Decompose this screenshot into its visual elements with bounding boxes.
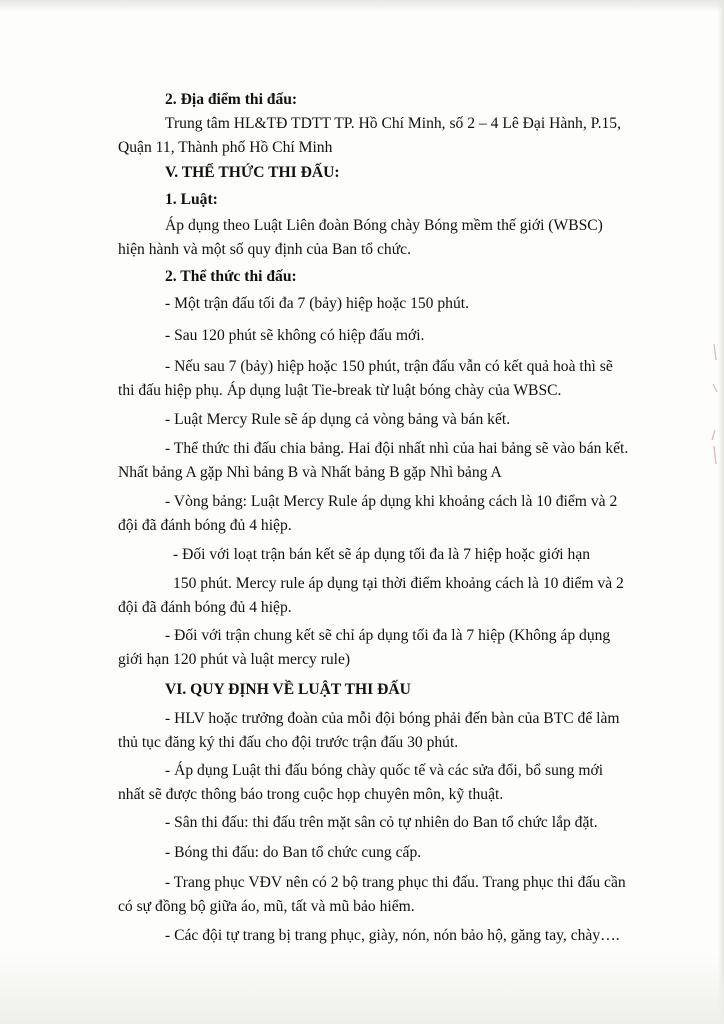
scan-edge-right bbox=[718, 0, 724, 1024]
paragraph-line: - Đối với loạt trận bán kết sẽ áp dụng tối đa là 7 hiệp hoặc giới hạn bbox=[173, 546, 591, 563]
paragraph-line: đội đã đánh bóng đủ 4 hiệp. bbox=[118, 599, 292, 616]
paragraph-line: thi đấu hiệp phụ. Áp dụng luật Tie-break từ luật bóng chày của WBSC. bbox=[118, 382, 562, 399]
paragraph-line: hiện hành và một số quy định của Ban tổ chức. bbox=[118, 241, 411, 258]
paragraph-line: Nhất bảng A gặp Nhì bảng B và Nhất bảng B gặp Nhì bảng A bbox=[118, 464, 502, 481]
paragraph-line: - Trang phục VĐV nên có 2 bộ trang phục thi đấu. Trang phục thi đấu cần bbox=[165, 874, 626, 891]
paragraph-line: Quận 11, Thành phố Hồ Chí Minh bbox=[118, 139, 333, 156]
paragraph-line: - Nếu sau 7 (bảy) hiệp hoặc 150 phút, trận đấu vẫn có kết quả hoà thì sẽ bbox=[165, 358, 613, 375]
paragraph-line: đội đã đánh bóng đủ 4 hiệp. bbox=[118, 517, 292, 534]
paragraph-line: - Luật Mercy Rule sẽ áp dụng cả vòng bảng và bán kết. bbox=[165, 411, 511, 428]
margin-scribble-icon bbox=[708, 340, 722, 470]
paragraph-line: có sự đồng bộ giữa áo, mũ, tất và mũ bảo hiểm. bbox=[118, 898, 415, 915]
section-v-heading: V. THỂ THỨC THI ĐẤU: bbox=[165, 164, 340, 181]
paragraph-line: thủ tục đăng ký thi đấu cho đội trước trận đấu 30 phút. bbox=[118, 734, 459, 751]
paragraph-line: - Sau 120 phút sẽ không có hiệp đấu mới. bbox=[165, 327, 425, 344]
paragraph-line: - Áp dụng Luật thi đấu bóng chày quốc tế và các sửa đổi, bổ sung mới bbox=[165, 762, 604, 779]
location-heading: 2. Địa điểm thi đấu: bbox=[165, 91, 298, 108]
paragraph-line: - Sân thi đấu: thi đấu trên mặt sân cỏ tự nhiên do Ban tổ chức lắp đặt. bbox=[165, 814, 598, 831]
paragraph-line: Trung tâm HL&TĐ TDTT TP. Hồ Chí Minh, số 2 – 4 Lê Đại Hành, P.15, bbox=[165, 115, 621, 132]
paragraph-line: 150 phút. Mercy rule áp dụng tại thời điểm khoảng cách là 10 điểm và 2 bbox=[173, 575, 624, 592]
paragraph-line: - Vòng bảng: Luật Mercy Rule áp dụng khi khoảng cách là 10 điểm và 2 bbox=[165, 493, 618, 510]
paragraph-line: giới hạn 120 phút và luật mercy rule) bbox=[118, 651, 351, 668]
paragraph-line: - Một trận đấu tối đa 7 (bảy) hiệp hoặc 150 phút. bbox=[165, 295, 470, 312]
paragraph-line: - Thể thức thi đấu chia bảng. Hai đội nhất nhì của hai bảng sẽ vào bán kết. bbox=[165, 440, 629, 457]
rules-heading: 1. Luật: bbox=[165, 191, 218, 208]
scan-edge-bottom bbox=[0, 954, 724, 1024]
paragraph-line: - Bóng thi đấu: do Ban tổ chức cung cấp. bbox=[165, 844, 422, 861]
paragraph-line: - HLV hoặc trưởng đoàn của mỗi đội bóng phải đến bàn của BTC để làm bbox=[165, 710, 620, 727]
paragraph-line: nhất sẽ được thông báo trong cuộc họp chuyên môn, kỹ thuật. bbox=[118, 786, 504, 803]
paragraph-line: Áp dụng theo Luật Liên đoàn Bóng chày Bóng mềm thế giới (WBSC) bbox=[165, 217, 603, 234]
scan-edge-top bbox=[0, 0, 724, 12]
section-vi-heading: VI. QUY ĐỊNH VỀ LUẬT THI ĐẤU bbox=[165, 681, 411, 698]
paragraph-line: - Đối với trận chung kết sẽ chỉ áp dụng tối đa là 7 hiệp (Không áp dụng bbox=[165, 627, 611, 644]
format-heading: 2. Thể thức thi đấu: bbox=[165, 268, 297, 285]
paragraph-line: - Các đội tự trang bị trang phục, giày, nón, nón bảo hộ, găng tay, chày…. bbox=[165, 927, 620, 944]
